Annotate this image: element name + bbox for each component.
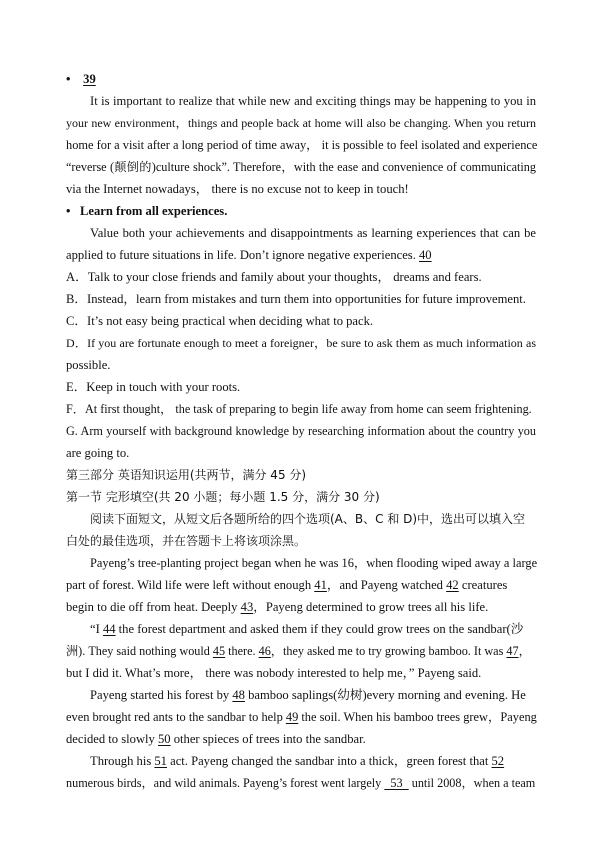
paragraph-line: It is important to realize that while new and exciting things may be happening to you in <box>90 94 536 108</box>
paragraph-text: applied to future situations in life. Don’t ignore negative experiences. <box>66 248 416 262</box>
cloze-line: but I did it. What’s more， there was nobody interested to help me，” Payeng said. <box>66 666 482 680</box>
section-title: 第三部分 英语知识运用(共两节，满分 45 分) <box>66 468 307 482</box>
option-b: B．Instead，learn from mistakes and turn them into opportunities for future improvement. <box>66 292 526 306</box>
cloze-text: ，Payeng determined to grow trees all his life. <box>253 600 489 614</box>
blank-44: 44 <box>102 622 116 636</box>
bullet: • <box>66 72 71 86</box>
cloze-text: 洲). They said nothing would <box>66 644 213 658</box>
cloze-text: Payeng started his forest by <box>90 688 233 702</box>
cloze-line <box>90 752 536 770</box>
blank-46: 46 <box>258 644 271 658</box>
paragraph-line: home for a visit after a long period of time away， it is possible to feel isolated and experience <box>66 138 538 152</box>
blank-52: 52 <box>491 754 505 768</box>
cloze-text: creatures <box>458 578 508 592</box>
cloze-line <box>90 686 536 704</box>
cloze-text: ， <box>518 644 531 658</box>
blank-45: 45 <box>212 644 226 658</box>
option-c: C．It’s not easy being practical when deciding what to pack. <box>66 314 374 328</box>
blank-53: 53 <box>384 776 409 790</box>
cloze-text: other spieces of trees into the sandbar. <box>170 732 366 746</box>
cloze-line <box>90 620 536 638</box>
section-heading <box>66 202 536 220</box>
cloze-text: ，they asked me to try growing bamboo. It was <box>270 644 507 658</box>
cloze-text: Through his <box>90 754 155 768</box>
option-a: A．Talk to your close friends and family about your thoughts， dreams and fears. <box>66 270 482 284</box>
blank-48: 48 <box>232 688 245 702</box>
cloze-text: begin to die off from heat. Deeply <box>66 600 241 614</box>
cloze-line <box>66 576 536 594</box>
cloze-line <box>66 642 536 660</box>
cloze-text: act. Payeng changed the sandbar into a thick，green forest that <box>166 754 492 768</box>
blank-43: 43 <box>240 600 254 614</box>
subsection-title: 第一节 完形填空(共 20 小题；每小题 1.5 分，满分 30 分) <box>66 490 380 504</box>
cloze-line: Payeng’s tree-planting project began when he was 16，when flooding wiped away a large <box>90 556 538 570</box>
cloze-text: the soil. When his bamboo trees grew，Payeng <box>298 710 537 724</box>
blank-39: 39 <box>83 72 96 86</box>
blank-40: 40 <box>419 248 432 262</box>
option-g: G. Arm yourself with background knowledge by researching information about the country you <box>66 424 536 438</box>
option-g-cont: are going to. <box>66 446 130 460</box>
cloze-text: bamboo saplings(幼树)every morning and evening. He <box>244 688 526 702</box>
cloze-text: ，and Payeng watched <box>326 578 447 592</box>
paragraph-line: your new environment，things and people back at home will also be changing. When you return <box>66 116 536 130</box>
heading-text: Learn from all experiences. <box>80 204 228 218</box>
option-d: D．If you are fortunate enough to meet a foreigner，be sure to ask them as much information as <box>66 336 536 350</box>
blank-51: 51 <box>154 754 167 768</box>
option-f: F．At first thought， the task of preparing to begin life away from home can seem frightening. <box>66 402 532 416</box>
instructions-line: 白处的最佳选项，并在答题卡上将该项涂黑。 <box>66 534 307 548</box>
cloze-line <box>66 708 536 726</box>
cloze-text: even brought red ants to the sandbar to help <box>66 710 286 724</box>
cloze-text: “I <box>90 622 103 636</box>
blank-41: 41 <box>314 578 327 592</box>
blank-49: 49 <box>285 710 299 724</box>
question-39-marker <box>66 70 536 88</box>
option-d-cont: possible. <box>66 358 111 372</box>
paragraph-line: “reverse (颠倒的)culture shock”. Therefore，with the ease and convenience of communicating <box>66 160 536 174</box>
cloze-line <box>66 774 536 792</box>
paragraph-line <box>66 246 536 264</box>
cloze-text: until 2008，when a team <box>408 776 536 790</box>
cloze-text: decided to slowly <box>66 732 158 746</box>
cloze-line <box>66 598 536 616</box>
blank-47: 47 <box>506 644 519 658</box>
cloze-text: numerous birds，and wild animals. Payeng’s forest went largely <box>66 776 385 790</box>
blank-42: 42 <box>446 578 459 592</box>
instructions-line: 阅读下面短文，从短文后各题所给的四个选项(A、B、C 和 D)中，选出可以填入空 <box>90 512 526 526</box>
paragraph-line: via the Internet nowadays， there is no excuse not to keep in touch! <box>66 182 409 196</box>
blank-50: 50 <box>158 732 171 746</box>
option-e: E．Keep in touch with your roots. <box>66 380 241 394</box>
paragraph-line: Value both your achievements and disappointments as learning experiences that can be <box>90 226 536 240</box>
bullet: • <box>66 204 71 218</box>
cloze-text: the forest department and asked them if they could grow trees on the sandbar(沙 <box>115 622 524 636</box>
cloze-line <box>66 730 536 748</box>
cloze-text: there. <box>225 644 259 658</box>
cloze-text: part of forest. Wild life were left without enough <box>66 578 315 592</box>
